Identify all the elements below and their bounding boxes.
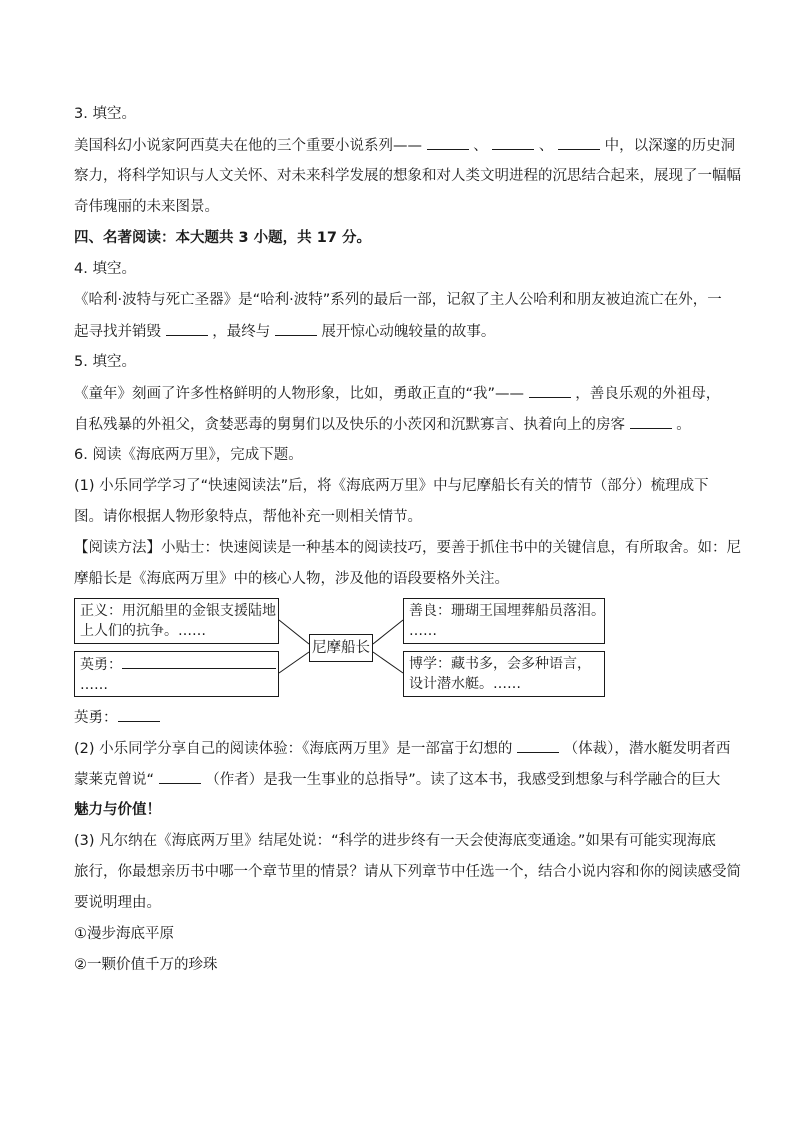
q6-p1-line2: 图。请你根据人物形象特点，帮他补充一则相关情节。 bbox=[74, 509, 422, 525]
q3-line3: 奇伟瑰丽的未来图景。 bbox=[74, 199, 219, 215]
q3-text-b: 中，以深邃的历史洞 bbox=[600, 138, 736, 154]
brave-label: 英勇： bbox=[80, 657, 122, 673]
q5-text-b: ，善良乐观的外祖母， bbox=[570, 386, 721, 402]
q3-text-a: 美国科幻小说家阿西莫夫在他的三个重要小说系列—— bbox=[74, 138, 427, 154]
q5-title: 5. 填空。 bbox=[74, 354, 136, 370]
q6-p3-line1: (3) 凡尔纳在《海底两万里》结尾处说：“科学的进步终有一天会使海底变通途。”如果有可能实现海底 bbox=[74, 833, 716, 849]
justice-box bbox=[74, 598, 279, 644]
brave-box bbox=[74, 651, 279, 697]
q4-text-b: ，最终与 bbox=[207, 324, 275, 340]
q4-line1: 《哈利·波特与死亡圣器》是“哈利·波特”系列的最后一部，记叙了主人公哈利和朋友被迫流亡在外，一 bbox=[74, 292, 722, 308]
q3-title: 3. 填空。 bbox=[74, 106, 136, 122]
q6-p3-line2: 旅行，你最想亲历书中哪一个章节里的情景？请从下列章节中任选一个，结合小说内容和你的阅读感受简 bbox=[74, 864, 741, 880]
brave-line1 bbox=[80, 654, 273, 675]
q6-p2-blank-1[interactable] bbox=[517, 738, 559, 753]
q6-option-2: ②一颗价值千万的珍珠 bbox=[74, 957, 218, 973]
q6-p2-text-a: (2) 小乐同学分享自己的阅读体验：《海底两万里》是一部富于幻想的 bbox=[74, 741, 518, 757]
section-heading: 四、名著阅读：本大题共 3 小题，共 17 分。 bbox=[74, 230, 371, 246]
brave-line2: …… bbox=[80, 677, 108, 693]
center-node-nemo: 尼摩船长 bbox=[309, 634, 373, 662]
justice-line1: 正义：用沉船里的金银支援陆地 bbox=[80, 603, 276, 619]
q6-p2-line2 bbox=[74, 769, 720, 790]
q6-tip-line2: 摩船长是《海底两万里》中的核心人物，涉及他的语段要格外关注。 bbox=[74, 571, 509, 587]
answer-brave-label: 英勇： bbox=[74, 710, 118, 726]
q6-p1-line1: (1) 小乐同学学习了“快速阅读法”后，将《海底两万里》中与尼摩船长有关的情节（部分）梳理成下 bbox=[74, 478, 709, 494]
q6-title: 6. 阅读《海底两万里》，完成下题。 bbox=[74, 447, 303, 463]
q3-sep-2: 、 bbox=[534, 138, 559, 154]
q3-line2: 察力，将科学知识与人文关怀、对未来科学发展的想象和对人类文明进程的沉思结合起来，展现了一幅幅 bbox=[74, 168, 741, 184]
answer-brave bbox=[74, 707, 160, 728]
kind-line2: …… bbox=[409, 623, 437, 639]
answer-brave-blank[interactable] bbox=[118, 707, 160, 722]
learned-line2: 设计潜水艇。…… bbox=[409, 676, 521, 692]
q6-p2-text-c: 蒙莱克曾说“ bbox=[74, 772, 159, 788]
kind-box bbox=[403, 598, 605, 644]
q5-text-d: 。 bbox=[671, 417, 691, 433]
q6-p2-text-b: （体裁），潜水艇发明者西 bbox=[559, 741, 731, 757]
q4-title: 4. 填空。 bbox=[74, 261, 136, 277]
q5-text-c: 自私残暴的外祖父，贪婪恶毒的舅舅们以及快乐的小茨冈和沉默寡言、执着向上的房客 bbox=[74, 417, 630, 433]
q3-sep-1: 、 bbox=[468, 138, 493, 154]
justice-line2: 上人们的抗争。…… bbox=[80, 623, 206, 639]
q6-tip-line1: 【阅读方法】小贴士：快速阅读是一种基本的阅读技巧，要善于抓住书中的关键信息，有所取舍。如：尼 bbox=[74, 540, 741, 556]
q6-option-1: ①漫步海底平原 bbox=[74, 926, 174, 942]
q6-p2-line1 bbox=[74, 738, 730, 759]
q4-text-a: 起寻找并销毁 bbox=[74, 324, 166, 340]
q6-p2-blank-2[interactable] bbox=[159, 769, 201, 784]
q6-p2-line3: 魅力与价值！ bbox=[74, 802, 161, 818]
q4-text-c: 展开惊心动魄较量的故事。 bbox=[316, 324, 496, 340]
brave-blank[interactable] bbox=[122, 654, 276, 669]
learned-box bbox=[403, 651, 605, 697]
q5-text-a: 《童年》刻画了许多性格鲜明的人物形象，比如，勇敢正直的“我”—— bbox=[74, 386, 529, 402]
kind-line1: 善良：珊瑚王国埋葬船员落泪。 bbox=[409, 603, 605, 619]
learned-line1: 博学：藏书多，会多种语言， bbox=[409, 656, 591, 672]
q6-p2-text-d: （作者）是我一生事业的总指导”。读了这本书，我感受到想象与科学融合的巨大 bbox=[200, 772, 721, 788]
q6-p3-line3: 要说明理由。 bbox=[74, 895, 161, 911]
